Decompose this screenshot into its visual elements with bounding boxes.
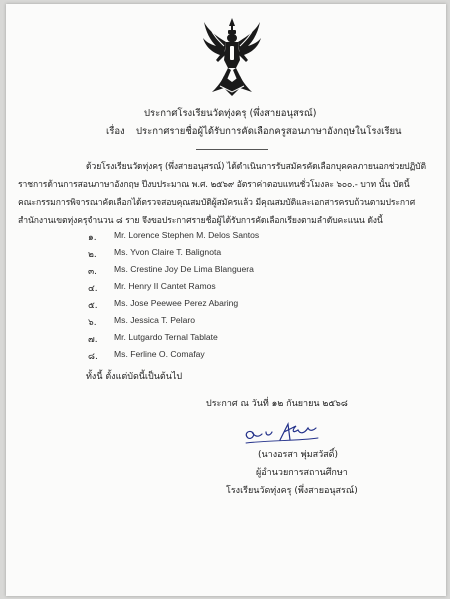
candidate-number: ๗. [88, 335, 98, 345]
document-page [6, 4, 446, 596]
candidate-number: ๑. [88, 233, 97, 243]
candidate-name: Ms. Yvon Claire T. Balignota [114, 247, 222, 257]
candidate-name: Mr. Lutgardo Ternal Tablate [114, 332, 218, 342]
announcement-date: ประกาศ ณ วันที่ ๑๒ กันยายน ๒๕๖๘ [206, 399, 348, 409]
signer-name: (นางอรสา พุ่มสวัสดิ์) [258, 450, 339, 460]
subject-label: เรื่อง [106, 126, 125, 137]
candidate-name: Mr. Lorence Stephen M. Delos Santos [114, 230, 260, 240]
signer-title: ผู้อำนวยการสถานศึกษา [256, 468, 348, 478]
candidate-name: Ms. Jose Peewee Perez Abaring [114, 298, 239, 308]
candidate-number: ๖. [88, 318, 97, 328]
closing-statement: ทั้งนี้ ตั้งแต่บัดนี้เป็นต้นไป [86, 372, 183, 382]
body-line-3: คณะกรรมการพิจารณาคัดเลือกได้ตรวจสอบคุณสมบัติผู้สมัครแล้ว มีคุณสมบัติและเอกสารครบถ้วนตามประกาศ [18, 198, 416, 208]
candidate-name: Ms. Jessica T. Pelaro [114, 315, 196, 325]
handwritten-signature [242, 420, 322, 448]
announcement-title: ประกาศโรงเรียนวัดทุ่งครุ (พึ่งสายอนุสรณ์) [144, 108, 317, 119]
candidate-number: ๓. [88, 267, 98, 277]
signer-school: โรงเรียนวัดทุ่งครุ (พึ่งสายอนุสรณ์) [226, 486, 358, 496]
body-line-4: สำนักงานเขตทุ่งครุจำนวน ๘ ราย จึงขอประกาศรายชื่อผู้ได้รับการคัดเลือกเรียงตามลำดับคะแนน ดังนี้ [18, 216, 383, 226]
candidate-name: Mr. Henry II Cantet Ramos [114, 281, 216, 291]
candidate-number: ๘. [88, 352, 98, 362]
candidate-number: ๒. [88, 250, 97, 260]
candidate-name: Ms. Ferline O. Comafay [114, 349, 205, 359]
subject-text: ประกาศรายชื่อผู้ได้รับการคัดเลือกครูสอนภาษาอังกฤษในโรงเรียน [136, 126, 402, 137]
body-line-2: ราชการด้านการสอนภาษาอังกฤษ ปีงบประมาณ พ.ศ. ๒๕๖๙ อัตราค่าตอบแทนชั่วโมงละ ๖๐๐.- บาท นั้น บัดนี้ [18, 180, 410, 190]
candidate-number: ๔. [88, 284, 98, 294]
garuda-emblem-icon [202, 16, 262, 98]
candidate-number: ๕. [88, 301, 98, 311]
header-divider [196, 149, 268, 150]
body-line-1: ด้วยโรงเรียนวัดทุ่งครุ (พึ่งสายอนุสรณ์) ได้ดำเนินการรับสมัครคัดเลือกบุคคลภายนอกช่วยปฏิบัติ [86, 162, 426, 172]
candidate-name: Ms. Crestine Joy De Lima Blanguera [114, 264, 254, 274]
